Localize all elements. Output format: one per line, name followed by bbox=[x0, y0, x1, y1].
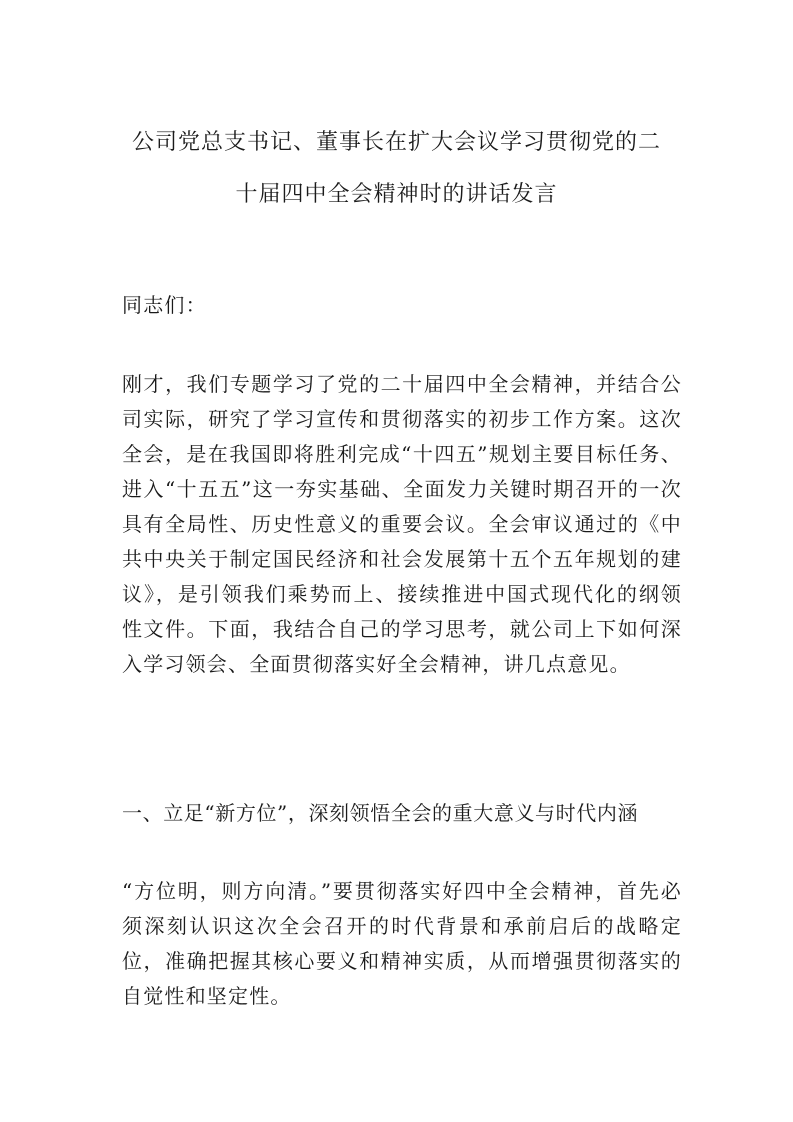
body-paragraph-2: “方位明，则方向清。”要贯彻落实好四中全会精神，首先必须深刻认识这次全会召开的时代背景和承前启后的战略定位，准确把握其核心要义和精神实质，从而增强贯彻落实的自觉性和坚定性。 bbox=[122, 879, 682, 1008]
salutation: 同志们： bbox=[122, 293, 207, 317]
section-heading-1: 一、立足“新方位”，深刻领悟全会的重大意义与时代内涵 bbox=[122, 801, 639, 825]
document-title-line-1: 公司党总支书记、董事长在扩大会议学习贯彻党的二 bbox=[131, 130, 661, 155]
document-title-line-2: 十届四中全会精神时的讲话发言 bbox=[235, 182, 558, 207]
body-paragraph-1: 刚才，我们专题学习了党的二十届四中全会精神，并结合公司实际，研究了学习宣传和贯彻落实的初步工作方案。这次全会，是在我国即将胜利完成“十四五”规划主要目标任务、进入“十五五”这一夯实基础、全面发力关键时期召开的一次具有全局性、历史性意义的重要会议。全会审议通过的《中共中央关于制定国民经济和社会发展第十五个五年规划的建议》，是引领我们乘势而上、接续推进中国式现代化的纲领性文件。下面，我结合自己的学习思考，就公司上下如何深入学习领会、全面贯彻落实好全会精神，讲几点意见。 bbox=[122, 372, 682, 676]
